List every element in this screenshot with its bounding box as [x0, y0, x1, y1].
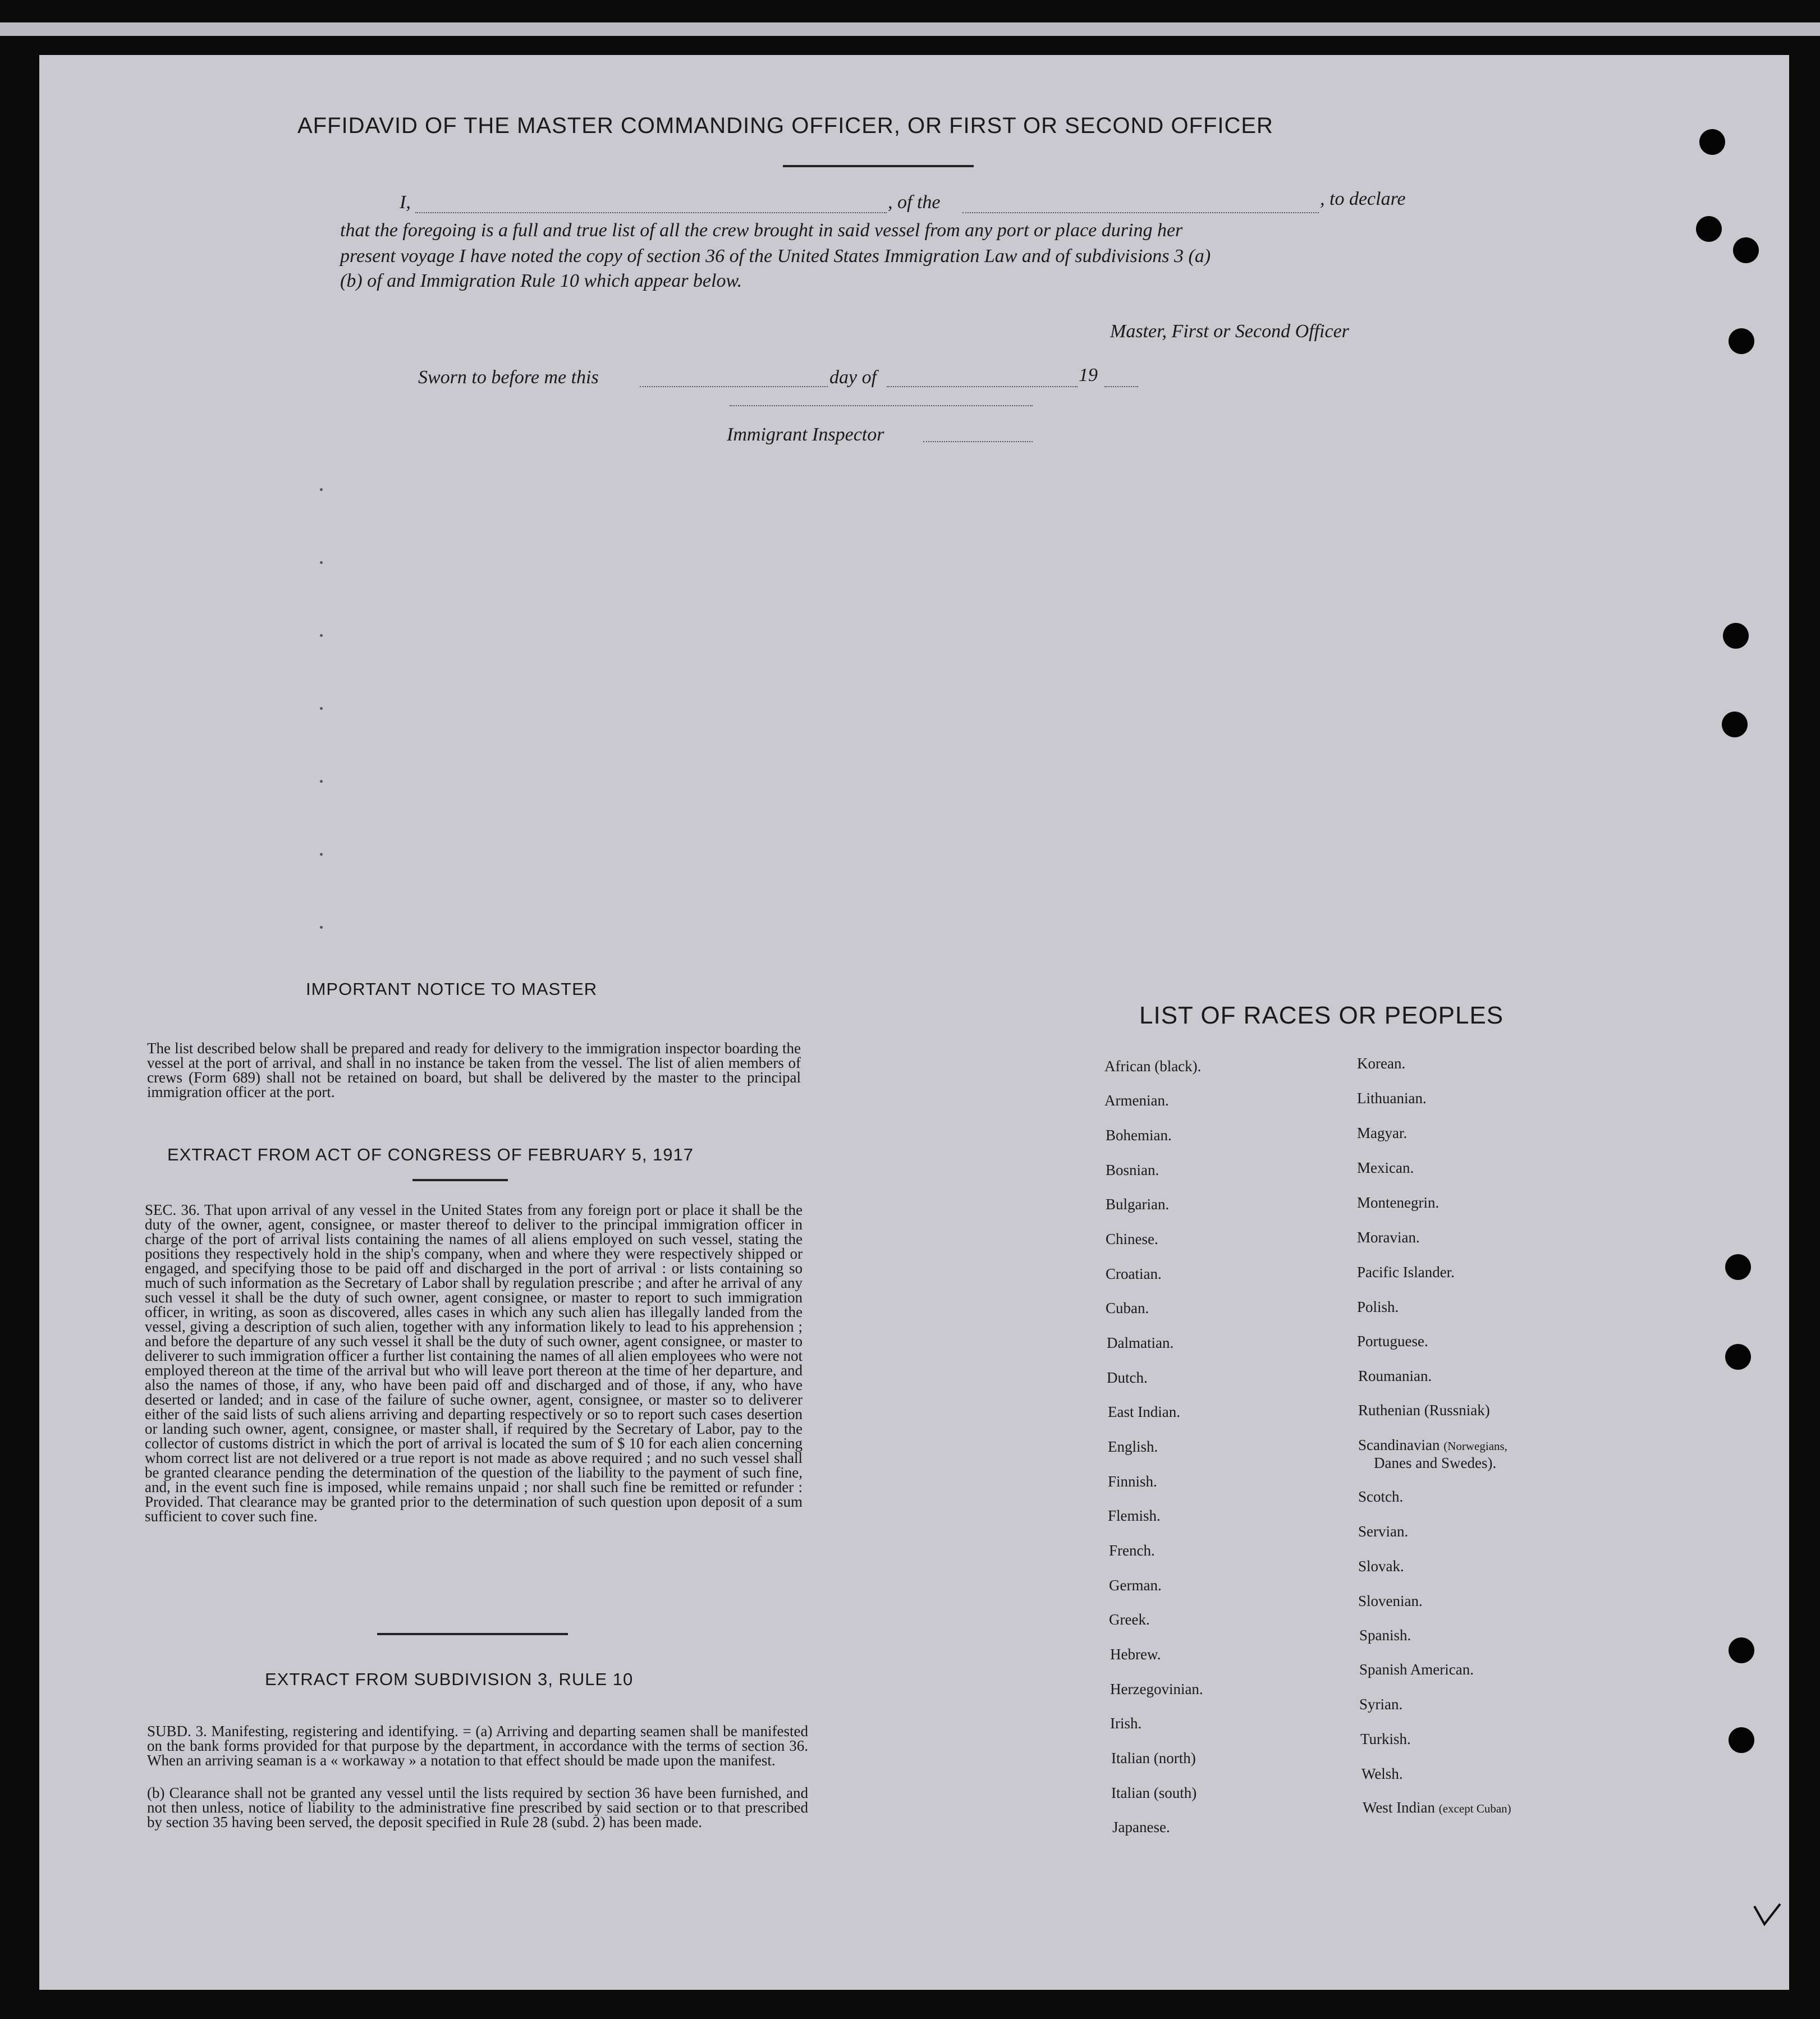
race-item: Syrian. — [1359, 1696, 1403, 1713]
race-item: Herzegovinian. — [1110, 1681, 1203, 1697]
sworn-month-blank — [887, 386, 1078, 387]
declaration-end: , to declare — [1320, 189, 1406, 209]
races-title: LIST OF RACES OR PEOPLES — [1139, 1002, 1504, 1029]
year-blank — [1104, 386, 1138, 387]
race-item: Bosnian. — [1106, 1162, 1159, 1178]
race-item: Scotch. — [1358, 1488, 1404, 1505]
race-item: German. — [1109, 1577, 1162, 1594]
race-item: Finnish. — [1108, 1473, 1157, 1490]
scan-top-strip — [0, 22, 1820, 36]
sworn-day-blank — [640, 386, 828, 387]
check-mark-icon — [1751, 1899, 1785, 1933]
race-item: Ruthenian (Russniak) — [1358, 1402, 1490, 1419]
rule-title: EXTRACT FROM SUBDIVISION 3, RULE 10 — [265, 1669, 634, 1689]
declaration-line-4: (b) of and Immigration Rule 10 which appear below. — [340, 270, 742, 291]
declaration-line-1 — [400, 192, 411, 213]
race-item: Bohemian. — [1106, 1127, 1172, 1144]
vessel-blank — [962, 212, 1319, 213]
race-item: Dutch. — [1107, 1369, 1148, 1386]
race-item: Turkish. — [1360, 1731, 1411, 1747]
notice-title: IMPORTANT NOTICE TO MASTER — [306, 979, 598, 999]
scan-speck — [320, 561, 323, 564]
race-item: French. — [1109, 1542, 1155, 1559]
race-item: Japanese. — [1112, 1819, 1170, 1836]
race-item: Korean. — [1357, 1055, 1406, 1072]
race-item: Moravian. — [1357, 1229, 1420, 1246]
year-label: 19 — [1079, 365, 1098, 386]
rule-text-a: SUBD. 3. Manifesting, registering and identifying. = (a) Arriving and departing seamen shall be manifested on the bank forms provided for that purpose by the department, in accordance with the terms of section 36. When an arriving seaman is a « workaway » a notation to that effect should be made upon the manifest. — [147, 1723, 808, 1769]
notice-text: The list described below shall be prepared and ready for delivery to the immigration inspector boarding the vessel at the port of arrival, and shall in no instance be taken from the vessel. The list of alien members of crews (Form 689) shall not be retained on board, but shall be delivered by the master to the principal immigration officer at the port. — [147, 1040, 801, 1100]
race-item: Slovak. — [1358, 1558, 1404, 1575]
scan-speck — [320, 707, 323, 710]
race-item: Montenegrin. — [1357, 1194, 1440, 1211]
race-item: English. — [1108, 1438, 1158, 1455]
name-blank — [415, 212, 887, 213]
race-item: Cuban. — [1106, 1300, 1149, 1316]
race-note-line-2: Danes and Swedes). — [1374, 1454, 1497, 1471]
punch-hole — [1696, 216, 1722, 242]
race-item: Flemish. — [1108, 1507, 1161, 1524]
signature-label: Master, First or Second Officer — [1110, 321, 1349, 342]
race-item: Welsh. — [1361, 1765, 1403, 1782]
race-item: Dalmatian. — [1107, 1334, 1174, 1351]
punch-hole — [1725, 1344, 1751, 1370]
day-of-label: day of — [829, 367, 877, 388]
scan-speck — [320, 488, 323, 491]
race-item: Slovenian. — [1358, 1593, 1423, 1609]
race-item: Spanish American. — [1359, 1661, 1474, 1678]
race-item: Croatian. — [1106, 1265, 1162, 1282]
race-item: Magyar. — [1357, 1125, 1408, 1141]
punch-hole — [1722, 712, 1748, 737]
punch-hole — [1729, 328, 1754, 354]
act-text: SEC. 36. That upon arrival of any vessel in the United States from any foreign port or place it shall be the duty of the owner, agent, consignee, or master thereof to deliver to the principal immigration officer in charge of the port of arrival lists containing the names of all aliens employed on such vessel, stating the positions they respectively hold in the ship's company, when and where they were respectively shipped or engaged, and specifying those to be paid off and discharged in the port of arrival : or lists containing so much of such information as the Secretary of Labor shall by regulation prescribe ; and after he arrival of any such vessel it shall be the duty of such owner, agent consignee, or master to report to such immigration officer, in writing, as soon as discovered, alles cases in which any such alien has illegally landed from the vessel, giving a description of such alien, together with any information likely to lead to his apprehension ; and before the departure of any such vessel it shall be the duty of such owner, agent consignee, or master to deliverer to such immigration officer a further list containing the names of all alien employees who were not employed thereon at the time of the arrival but who will leave port thereon at the time of her departure, and also the names of those, if any, who have been paid off and discharged and of those, if any, who have deserted or landed; and in case of the failure of suche owner, agent, consignee, or master so to deliverer either of the said lists of such aliens arriving and departing respectively or so to report such cases desertion or landing such owner, agent, consignee, or master shall, if required by the Secretary of Labor, pay to the collector of customs district in which the port of arrival is located the sum of $ 10 for each alien concerning whom correct list are not delivered or a true report is not made as above required ; and no such vessel shall be granted clearance pending the determination of the question of the liability to the payment of such fine, and, in the event such fine is imposed, while remains unpaid ; nor shall such fine be remitted or refunder : Provided. That clearance may be granted prior to the determination of such question upon deposit of a sum sufficient to cover such fine. — [145, 1201, 803, 1525]
punch-hole — [1733, 237, 1759, 263]
race-item: African (black). — [1104, 1058, 1202, 1075]
race-item: Chinese. — [1106, 1231, 1158, 1247]
race-item: Portuguese. — [1357, 1333, 1428, 1350]
declaration-line-3: present voyage I have noted the copy of section 36 of the United States Immigration Law and of subdivisions 3 (a) — [340, 246, 1211, 267]
scan-speck — [320, 926, 323, 929]
race-item-label: West Indian — [1363, 1799, 1436, 1816]
race-item: Armenian. — [1104, 1092, 1169, 1109]
declaration-of-the: , of the — [888, 192, 941, 213]
rule-text-b: (b) Clearance shall not be granted any vessel until the lists required by section 36 have been furnished, and not then unless, notice of liability to the administrative fine prescribed by said section or to that prescribed by section 35 having been served, the deposit specified in Rule 28 (subd. 2) has been made. — [147, 1784, 808, 1830]
race-item: Italian (north) — [1111, 1750, 1196, 1766]
race-item: Roumanian. — [1358, 1368, 1432, 1384]
punch-hole — [1725, 1254, 1751, 1280]
race-item: Irish. — [1110, 1715, 1142, 1732]
race-item: Italian (south) — [1111, 1784, 1197, 1801]
race-item: Polish. — [1357, 1298, 1399, 1315]
act-title: EXTRACT FROM ACT OF CONGRESS OF FEBRUARY 5, 1917 — [167, 1145, 694, 1164]
scan-speck — [320, 780, 323, 783]
declaration-line-2: that the foregoing is a full and true list of all the crew brought in said vessel from any port or place during her — [340, 220, 1183, 241]
race-item-label: Scandinavian — [1358, 1437, 1440, 1453]
race-item: Greek. — [1109, 1611, 1150, 1628]
scan-speck — [320, 634, 323, 637]
scan-speck — [320, 853, 323, 856]
race-note: (Norwegians, — [1443, 1439, 1507, 1453]
act-title-rule — [412, 1179, 508, 1181]
race-item: Mexican. — [1357, 1159, 1414, 1176]
race-item: East Indian. — [1108, 1403, 1180, 1420]
race-item: Hebrew. — [1110, 1646, 1161, 1663]
race-item: Spanish. — [1359, 1627, 1411, 1644]
race-item: Servian. — [1358, 1523, 1409, 1540]
act-end-rule — [377, 1633, 568, 1635]
punch-hole — [1723, 623, 1749, 649]
race-note: (except Cuban) — [1438, 1802, 1511, 1815]
race-item-scandinavian — [1358, 1437, 1507, 1454]
inspector-blank-top — [730, 405, 1033, 406]
affidavit-title: AFFIDAVID OF THE MASTER COMMANDING OFFICER, OR FIRST OR SECOND OFFICER — [297, 113, 1273, 138]
inspector-label: Immigrant Inspector — [727, 424, 884, 445]
title-rule — [783, 165, 974, 167]
sworn-label: Sworn to before me this — [418, 367, 599, 388]
declaration-i: I, — [400, 192, 411, 213]
document-sheet — [39, 55, 1789, 1990]
race-item: Bulgarian. — [1106, 1196, 1170, 1213]
punch-hole — [1699, 129, 1725, 155]
race-item: Lithuanian. — [1357, 1090, 1427, 1107]
punch-hole — [1729, 1727, 1754, 1753]
punch-hole — [1729, 1637, 1754, 1663]
race-item: Pacific Islander. — [1357, 1264, 1455, 1281]
inspector-blank — [923, 441, 1033, 442]
race-item-west-indian — [1363, 1799, 1511, 1816]
